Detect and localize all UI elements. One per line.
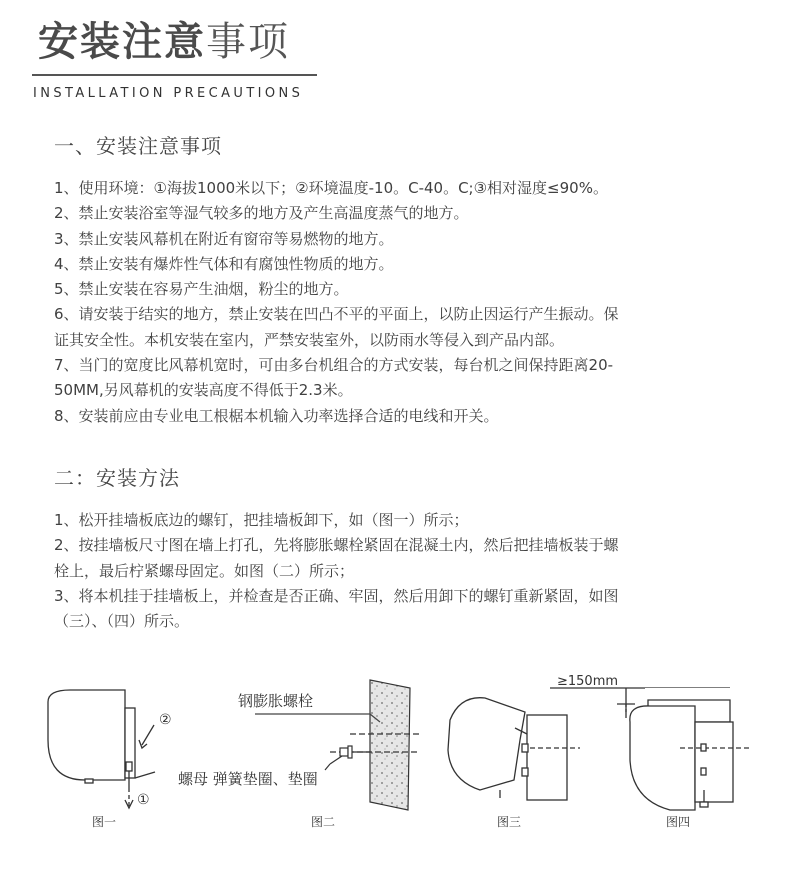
- page-title: [38, 14, 290, 70]
- list-item: 7、当门的宽度比风幕机宽时，可由多台机组合的方式安装，每台机之间保持距离20-: [54, 356, 614, 375]
- list-item: （三）、（四）所示。: [54, 612, 190, 631]
- label-nut-washer: 螺母 弹簧垫圈、垫圈: [178, 770, 318, 788]
- list-item: 5、禁止安装在容易产生油烟，粉尘的地方。: [54, 280, 349, 299]
- page-title-bold: 安装注意: [38, 19, 206, 65]
- figure1-diagram: [48, 690, 155, 808]
- figure4-caption: 图四: [666, 815, 691, 829]
- section2-title: 二：安装方法: [54, 466, 180, 490]
- label-expansion-bolt: 钢膨胀螺栓: [238, 692, 314, 710]
- list-item: 1、使用环境：①海拔1000米以下；②环境温度-10。C-40。C;③相对湿度≤90%。: [54, 179, 608, 197]
- step1-marker: ①: [137, 792, 150, 808]
- list-item: 4、禁止安装有爆炸性气体和有腐蚀性物质的地方。: [54, 254, 394, 273]
- list-item: 栓上，最后柠紧螺母固定。如图（二）所示；: [54, 561, 355, 580]
- section1-list: [54, 176, 754, 429]
- figure1-caption: 图一: [92, 815, 117, 829]
- page-title-light: 事项: [206, 19, 290, 65]
- list-item: 2、按挂墙板尺寸图在墙上打孔，先将膨胀螺栓紧固在混凝土内，然后把挂墙板装于螺: [54, 536, 619, 555]
- figures-drawing: [30, 660, 770, 860]
- label-min-distance: ≥150mm: [557, 674, 619, 689]
- list-item: 3、禁止安装风幕机在附近有窗帘等易燃物的地方。: [54, 229, 394, 248]
- list-item: 证其安全性。本机安装在室内，严禁安装室外，以防雨水等侵入到产品内部。: [54, 330, 565, 349]
- figure4-diagram: [550, 688, 750, 810]
- list-item: 1、松开挂墙板底边的螺钉，把挂墙板卸下，如（图一）所示；: [54, 511, 469, 529]
- list-item: 3、将本机挂于挂墙板上，并检查是否正确、牢固，然后用卸下的螺钉重新紧固，如图: [54, 586, 619, 605]
- installation-figures: [30, 660, 770, 860]
- figure3-caption: 图三: [497, 815, 522, 829]
- list-item: 6、请安装于结实的地方，禁止安装在凹凸不平的平面上，以防止因运行产生振动。保: [54, 305, 619, 324]
- step2-marker: ②: [159, 712, 172, 728]
- section2-list: [54, 508, 754, 634]
- section1-title: 一、安装注意事项: [54, 134, 222, 158]
- list-item: 50MM,另风幕机的安装高度不得低于2.3米。: [54, 381, 353, 400]
- list-item: 8、安装前应由专业电工根椐本机输入功率选择合适的电线和开关。: [54, 406, 499, 425]
- page-subtitle: INSTALLATION PRECAUTIONS: [33, 86, 304, 101]
- figure2-caption: 图二: [311, 815, 336, 829]
- title-divider: [32, 74, 317, 76]
- list-item: 2、禁止安装浴室等湿气较多的地方及产生高温度蒸气的地方。: [54, 204, 469, 223]
- figure3-diagram: [448, 698, 580, 800]
